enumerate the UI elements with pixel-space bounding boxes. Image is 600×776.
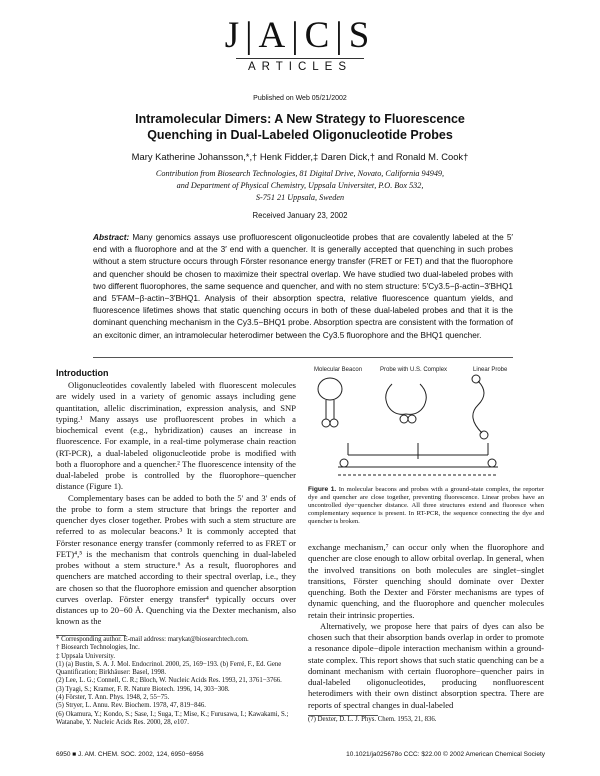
paragraph: Complementary bases can be added to both the 5′ and 3′ ends of the probe to form a stem structure that brings the reporter and quencher dyes closer together. Probes with such a stem structure are referred to as molecular beacons.³ It is commonly accepted that Förster resonance energy transfer (commonly referred to as FRET or FET)⁴,⁵ is the mechanism that controls quenching in dual-labeled probes without a stem structure.⁶ As a result, fluorophores and quenchers are matched according to their spectral overlap, i.e., they are chosen so that the fluorophore emission and quencher absorption curves overlap. Förster energy transfer⁴ typically occurs over distances up to 20−60 Å. Quenching via the Dexter mechanism, also known as the [56,492,296,627]
affiliation-line-1: Contribution from Biosearch Technologies, 81 Digital Drive, Novato, California 94949, [155,169,445,178]
paragraph: exchange mechanism,⁷ can occur only when the fluorophore and quencher are close enough to allow orbital overlap. In general, when the involved transitions on both molecules are singlet−singlet transitions, Förster quenching should dominate over Dexter quenching. Both the Dexter and Förster mechanisms are types of dynamic quenching, and the fluorophore and quencher molecules retain their intrinsic properties. [308,542,544,620]
figure-caption [308,486,544,526]
affiliation-line-2: and Department of Physical Chemistry, Uppsala Universitet, P.O. Box 532, [176,181,424,190]
article-title [60,111,540,143]
footnote: (4) Förster, T. Ann. Phys. 1948, 2, 55−75. [56,694,170,702]
footnotes-right [308,715,544,724]
page-footer-citation: 6950 ■ J. AM. CHEM. SOC. 2002, 124, 6950−6956 [56,751,204,758]
author-list: Mary Katherine Johansson,*,† Henk Fidder,‡ Daren Dick,† and Ronald M. Cook† [131,151,469,162]
received-date: Received January 23, 2002 [252,211,348,220]
left-column [56,380,296,628]
figure-1-diagram [308,359,544,483]
footnote: (5) Stryer, L. Annu. Rev. Biochem. 1978, 47, 819−846. [56,702,206,710]
title-line-1: Intramolecular Dimers: A New Strategy to Fluorescence [135,112,465,126]
footnote: † Biosearch Technologies, Inc. [56,644,140,652]
affiliation-line-3: S-751 21 Uppsala, Sweden [255,193,345,202]
section-heading-introduction: Introduction [56,368,109,378]
figure-label-beacon: Molecular Beacon [314,367,363,373]
page-footer-doi: 10.1021/ja025678o CCC: $22.00 © 2002 American Chemical Society [346,751,545,758]
abstract [93,232,513,342]
footnote: ‡ Uppsala University. [56,652,116,660]
abstract-text: Many genomics assays use profluorescent oligonucleotide probes that are covalently labeled at the 5′ end with a fluorophore and at the 3′ end with a quencher. It is generally accepted that quenching in such probes without a stem structure occurs through Förster resonance energy transfer (FRET or FET) and that the fluorophore and quencher should be chosen to maximize their spectral overlap. We have studied two dual-labeled probes with two different fluorophores, the same sequence and quencher, and with no stem structure: 5′Cy3.5−β-actin−3′BHQ1 and 5′FAM−β-actin−3′BHQ1. Analysis of their absorption spectra, relative fluorescence quantum yields, and fluorescence lifetimes shows that static quenching occurs in both of these dual-labeled probes and that it is the dominant quenching mechanism in the Cy3.5−BHQ1 probe. Absorption spectra are consistent with the formation of an excitonic dimer, an intramolecular heterodimer between the Cy3.5 fluorophore and the BHQ1 quencher. [93,233,513,340]
footnotes-left [56,635,296,727]
footnote: (6) Okamura, Y.; Kondo, S.; Sase, I.; Suga, T.; Mise, K.; Furusawa, I.; Kawakami, S.; Watanabe, Y. Nucleic Acids Res. 2000, 28, e107. [56,710,289,726]
paragraph: Oligonucleotides covalently labeled with fluorescent molecules are widely used in a variety of genomic assays including gene quantitation, allelic discrimination, expression analysis, and SNP typing.¹ Many assays use profluorescent probes in which a biochemical event (e.g., hybridization) causes an increase in fluorescence. For example, in a real-time polymerase chain reaction (RT-PCR), a dual-labeled oligonucleotide probe is modified with both a fluorophore and a quencher.² The fluorescence intensity of the dual-labeled probe is controlled by the fluorophore−quencher distance (Figure 1). [56,380,296,492]
masthead-rule [236,58,364,59]
abstract-label: Abstract: [93,233,130,242]
title-line-2: Quenching in Dual-Labeled Oligonucleotide Probes [147,128,453,142]
footnote: (7) Dexter, D. L. J. Phys. Chem. 1953, 21, 836. [308,716,437,723]
figure-label-stem: Probe with U.S. Complex [380,367,448,373]
figure-label-linear: Linear Probe [473,367,508,373]
abstract-rule [93,357,513,358]
caption-label: Figure 1. [308,486,337,493]
footnote: (1) (a) Bustin, S. A. J. Mol. Endocrinol. 2000, 25, 169−193. (b) Ferré, F., Ed. Gene Quantification; Birkhäuser: Basel, 1998. [56,660,282,677]
caption-text: In molecular beacons and probes with a ground-state complex, the reporter dye and quencher are close together, preventing fluorescence. Linear probes have an uncontrolled dye−quencher distance. All three structures extend and fluoresce when complementary sequence is present. In RT-PCR, the sequence connecting the dye and quencher is broken. [308,486,545,526]
journal-logo: J|A|C|S [224,15,376,56]
affiliations [40,168,560,204]
footnote: (2) Lee, L. G.; Connell, C. R.; Bloch, W. Nucleic Acids Res. 1993, 21, 3761−3766. [56,677,282,685]
section-label: ARTICLES [247,61,353,73]
right-column [308,542,544,711]
footnote: (3) Tyagi, S.; Kramer, F. R. Nature Biotech. 1996, 14, 303−308. [56,685,230,693]
footnote: * Corresponding author. E-mail address: marykat@biosearchtech.com. [56,636,249,643]
publication-date: Published on Web 05/21/2002 [253,95,347,102]
paragraph: Alternatively, we propose here that pairs of dyes can also be chosen such that their absorption bands overlap in order to promote a resonance dipole−dipole interaction mechanism within a ground-state complex. This report shows that such static quenching can be a dominant mechanism with certain fluorophore−quencher pairs in dual-labeled oligonucleotides, producing nonfluorescent heterodimers with their own distinct absorption spectra. There are reports of spectral changes in dual-labeled [308,620,544,710]
